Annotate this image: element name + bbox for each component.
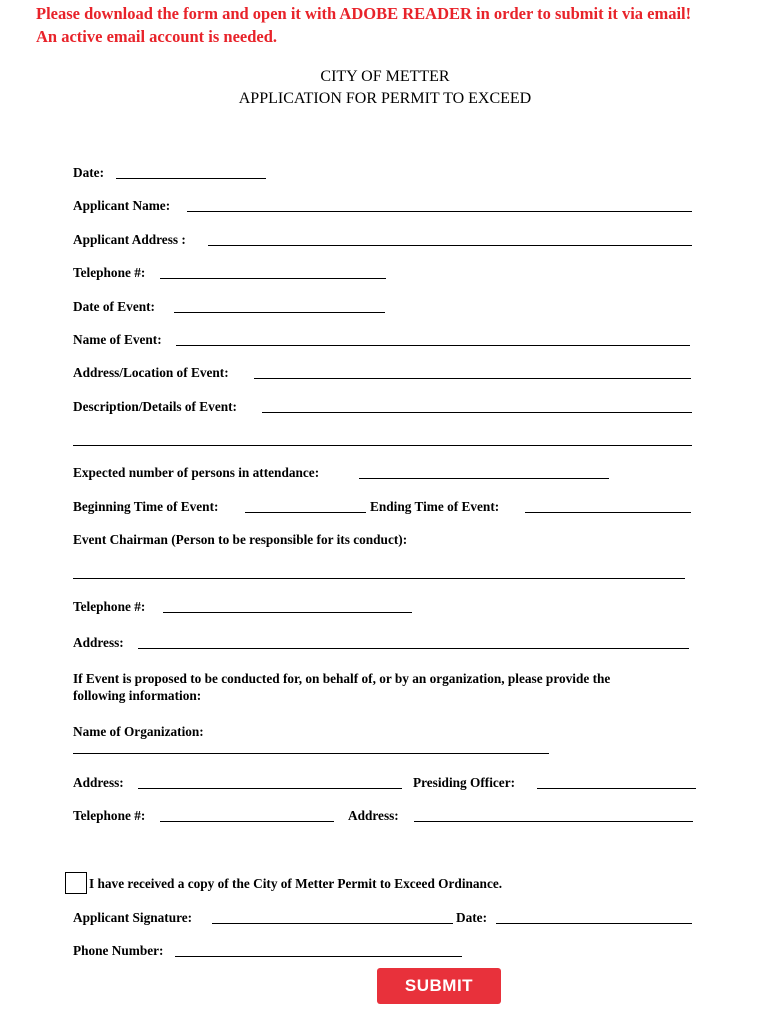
signature-date-label: Date: — [456, 910, 488, 925]
organization-intro-text: If Event is proposed to be conducted for, on behalf of, or by an organization, please provide the — [73, 671, 611, 686]
phone-number-field[interactable] — [175, 956, 462, 957]
address-location-field[interactable] — [254, 378, 691, 379]
name-of-event-field[interactable] — [176, 345, 690, 346]
telephone-label: Telephone #: — [73, 265, 146, 280]
applicant-signature-field[interactable] — [212, 923, 453, 924]
date-field[interactable] — [116, 178, 266, 179]
organization-intro-text-2: following information: — [73, 688, 202, 703]
applicant-address-field[interactable] — [208, 245, 692, 246]
chairman-telephone-field[interactable] — [163, 612, 412, 613]
ordinance-ack-label: I have received a copy of the City of Metter Permit to Exceed Ordinance. — [89, 876, 503, 891]
organization-address-label: Address: — [73, 775, 124, 790]
telephone-field[interactable] — [160, 278, 386, 279]
ending-time-label: Ending Time of Event: — [370, 499, 500, 514]
description-field-line-2[interactable] — [73, 445, 692, 446]
expected-number-label: Expected number of persons in attendance: — [73, 465, 320, 480]
address-location-label: Address/Location of Event: — [73, 365, 229, 380]
organization-telephone-field[interactable] — [160, 821, 334, 822]
description-label: Description/Details of Event: — [73, 399, 237, 414]
beginning-time-field[interactable] — [245, 512, 366, 513]
signature-date-field[interactable] — [496, 923, 692, 924]
date-of-event-label: Date of Event: — [73, 299, 155, 314]
adobe-reader-notice — [36, 2, 766, 48]
chairman-telephone-label: Telephone #: — [73, 599, 146, 614]
chairman-address-field[interactable] — [138, 648, 689, 649]
organization-name-field[interactable] — [73, 753, 549, 754]
event-chairman-field[interactable] — [73, 578, 685, 579]
applicant-address-label: Applicant Address : — [73, 232, 186, 247]
ending-time-field[interactable] — [525, 512, 691, 513]
submit-button[interactable]: SUBMIT — [377, 968, 501, 1004]
notice-line-2: An active email account is needed. — [36, 27, 278, 46]
event-chairman-label: Event Chairman (Person to be responsible for its conduct): — [73, 532, 408, 547]
applicant-signature-label: Applicant Signature: — [73, 910, 193, 925]
presiding-officer-label: Presiding Officer: — [413, 775, 516, 790]
organization-telephone-label: Telephone #: — [73, 808, 146, 823]
organization-address-2-label: Address: — [348, 808, 399, 823]
form-title-application: APPLICATION FOR PERMIT TO EXCEED — [238, 90, 532, 107]
name-of-event-label: Name of Event: — [73, 332, 162, 347]
ordinance-checkbox[interactable] — [65, 872, 87, 894]
applicant-name-label: Applicant Name: — [73, 198, 171, 213]
description-field[interactable] — [262, 412, 692, 413]
expected-number-field[interactable] — [359, 478, 609, 479]
form-title-city: CITY OF METTER — [320, 68, 450, 85]
applicant-name-field[interactable] — [187, 211, 692, 212]
presiding-officer-field[interactable] — [537, 788, 696, 789]
beginning-time-label: Beginning Time of Event: — [73, 499, 219, 514]
phone-number-label: Phone Number: — [73, 943, 164, 958]
notice-line-1: Please download the form and open it with ADOBE READER in order to submit it via email! — [36, 4, 692, 23]
date-of-event-field[interactable] — [174, 312, 385, 313]
date-label: Date: — [73, 165, 105, 180]
organization-address-field[interactable] — [138, 788, 402, 789]
organization-name-label: Name of Organization: — [73, 724, 204, 739]
organization-address-2-field[interactable] — [414, 821, 693, 822]
chairman-address-label: Address: — [73, 635, 124, 650]
